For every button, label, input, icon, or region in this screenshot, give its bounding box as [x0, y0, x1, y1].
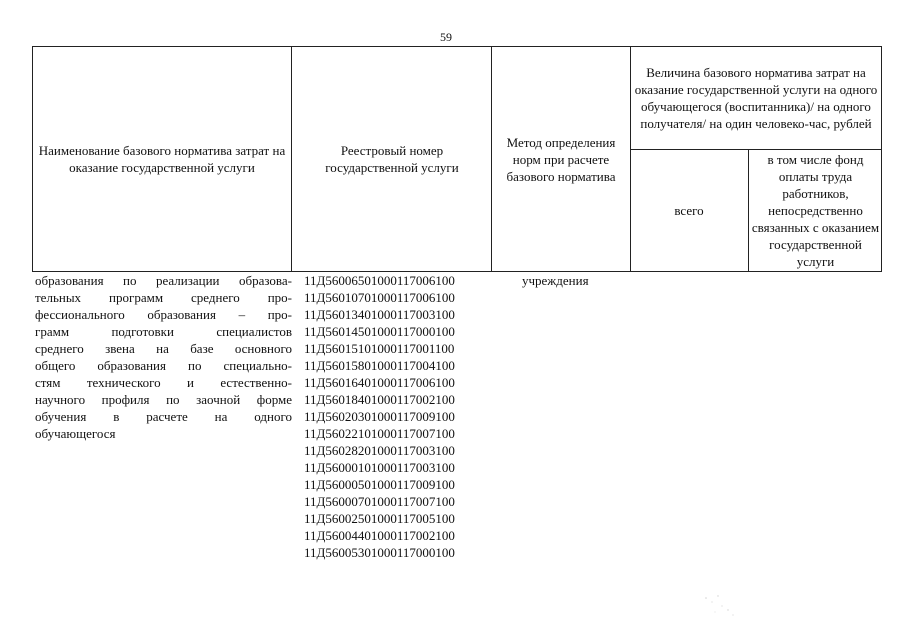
header-value-group-cell: Величина базового норматива затрат на оказание государственной услуги на одного обучающегося (воспитанника)/ на одного получателя/ на один человеко-час, рублей — [634, 64, 878, 131]
registry-number: 11Д56002501000117005100 — [304, 511, 455, 526]
header-name-cell: Наименование базового норматива затрат на оказание государственной услуги — [38, 143, 286, 175]
header-wage-fund-cell: в том числе фонд оплаты труда работников, непосредственно связанных с оказанием государственной услуги — [751, 152, 880, 269]
description-line: научного профиля по заочной форме — [35, 392, 292, 407]
registry-number: 11Д56004401000117002100 — [304, 528, 455, 543]
registry-number: 11Д56020301000117009100 — [304, 409, 455, 424]
scan-smudge — [700, 590, 740, 620]
page-number: 59 — [440, 30, 452, 44]
table-header — [32, 46, 882, 272]
registry-number: 11Д56013401000117003100 — [304, 307, 455, 322]
registry-number: 11Д56000701000117007100 — [304, 494, 455, 509]
header-total-cell: всего — [674, 203, 704, 218]
registry-number: 11Д56022101000117007100 — [304, 426, 455, 441]
registry-number: 11Д56000501000117009100 — [304, 477, 455, 492]
registry-number: 11Д56015101000117001100 — [304, 341, 455, 356]
method-text: учреждения — [522, 273, 589, 288]
description-line: общего образования по специально- — [35, 358, 292, 373]
description-line: грамм подготовки специалистов — [35, 324, 292, 339]
description-line: обучения в расчете на одного — [35, 409, 292, 424]
registry-number: 11Д56018401000117002100 — [304, 392, 455, 407]
description-line: стям технического и естественно- — [35, 375, 292, 390]
registry-number: 11Д56005301000117000100 — [304, 545, 455, 560]
header-method-cell: Метод определения норм при расчете базового норматива — [506, 134, 616, 184]
registry-number-list — [304, 272, 489, 561]
registry-number: 11Д56010701000117006100 — [304, 290, 455, 305]
header-registry-cell: Реестровый номер государственной услуги — [325, 143, 459, 175]
description-line: тельных программ среднего про- — [35, 290, 292, 305]
description-line: обучающегося — [35, 426, 116, 441]
registry-number: 11Д56000101000117003100 — [304, 460, 455, 475]
registry-number: 11Д56014501000117000100 — [304, 324, 455, 339]
description-line: фессионального образования – про- — [35, 307, 292, 322]
registry-number: 11Д56006501000117006100 — [304, 273, 455, 288]
registry-number: 11Д56015801000117004100 — [304, 358, 455, 373]
registry-number: 11Д56028201000117003100 — [304, 443, 455, 458]
registry-number: 11Д56016401000117006100 — [304, 375, 455, 390]
description-line: среднего звена на базе основного — [35, 341, 292, 356]
description-line: образования по реализации образова- — [35, 273, 292, 288]
service-description — [35, 272, 292, 442]
